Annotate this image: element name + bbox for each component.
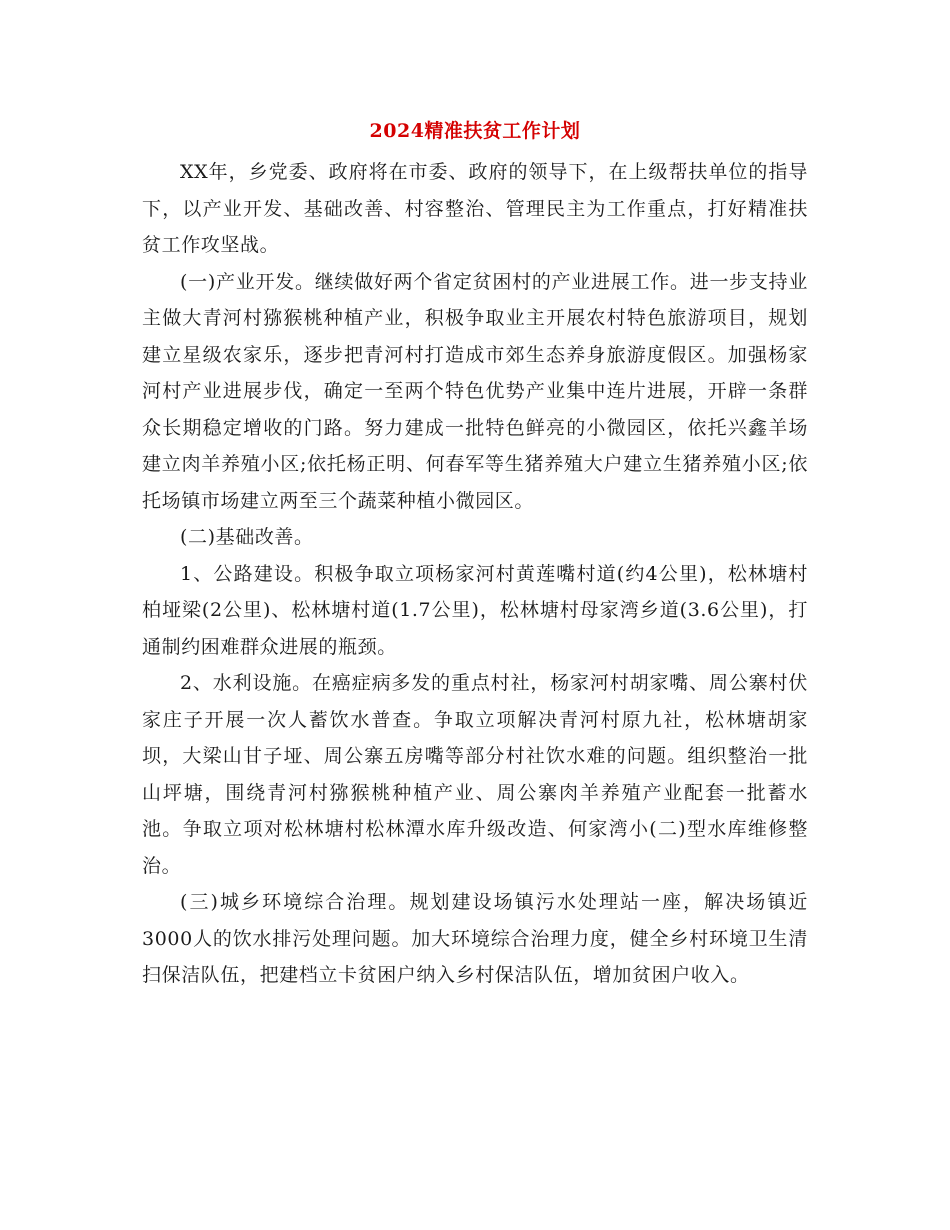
- paragraph-environment-governance: (三)城乡环境综合治理。规划建设场镇污水处理站一座，解决场镇近3000人的饮水排污处理问题。加大环境综合治理力度，健全乡村环境卫生清扫保洁队伍，把建档立卡贫困户纳入乡村保洁队伍，增加贫困户收入。: [142, 891, 808, 986]
- paragraph-industry-development: (一)产业开发。继续做好两个省定贫困村的产业进展工作。进一步支持业主做大青河村猕猴桃种植产业，积极争取业主开展农村特色旅游项目，规划建立星级农家乐，逐步把青河村打造成市郊生态养身旅游度假区。加强杨家河村产业进展步伐，确定一至两个特色优势产业集中连片进展，开辟一条群众长期稳定增收的门路。努力建成一批特色鲜亮的小微园区，依托兴鑫羊场建立肉羊养殖小区;依托杨正明、何春军等生猪养殖大户建立生猪养殖小区;依托场镇市场建立两至三个蔬菜种植小微园区。: [142, 270, 808, 512]
- paragraph-intro: XX年，乡党委、政府将在市委、政府的领导下，在上级帮扶单位的指导下，以产业开发、基础改善、村容整治、管理民主为工作重点，打好精准扶贫工作攻坚战。: [142, 161, 808, 256]
- document-title: 2024精准扶贫工作计划: [369, 120, 581, 142]
- paragraph-infrastructure-heading: (二)基础改善。: [180, 526, 314, 548]
- paragraph-water-facilities: 2、水利设施。在癌症病多发的重点村社，杨家河村胡家嘴、周公寨村伏家庄子开展一次人蓄饮水普查。争取立项解决青河村原九社，松林塘胡家坝，大梁山甘子垭、周公寨五房嘴等部分村社饮水难的问题。组织整治一批山坪塘，围绕青河村猕猴桃种植产业、周公寨肉羊养殖产业配套一批蓄水池。争取立项对松林塘村松林潭水库升级改造、何家湾小(二)型水库维修整治。: [142, 672, 808, 877]
- paragraph-road-construction: 1、公路建设。积极争取立项杨家河村黄莲嘴村道(约4公里)，松林塘村柏垭梁(2公里)、松林塘村道(1.7公里)，松林塘村母家湾乡道(3.6公里)，打通制约困难群众进展的瓶颈。: [142, 562, 808, 658]
- document-body: [142, 154, 808, 994]
